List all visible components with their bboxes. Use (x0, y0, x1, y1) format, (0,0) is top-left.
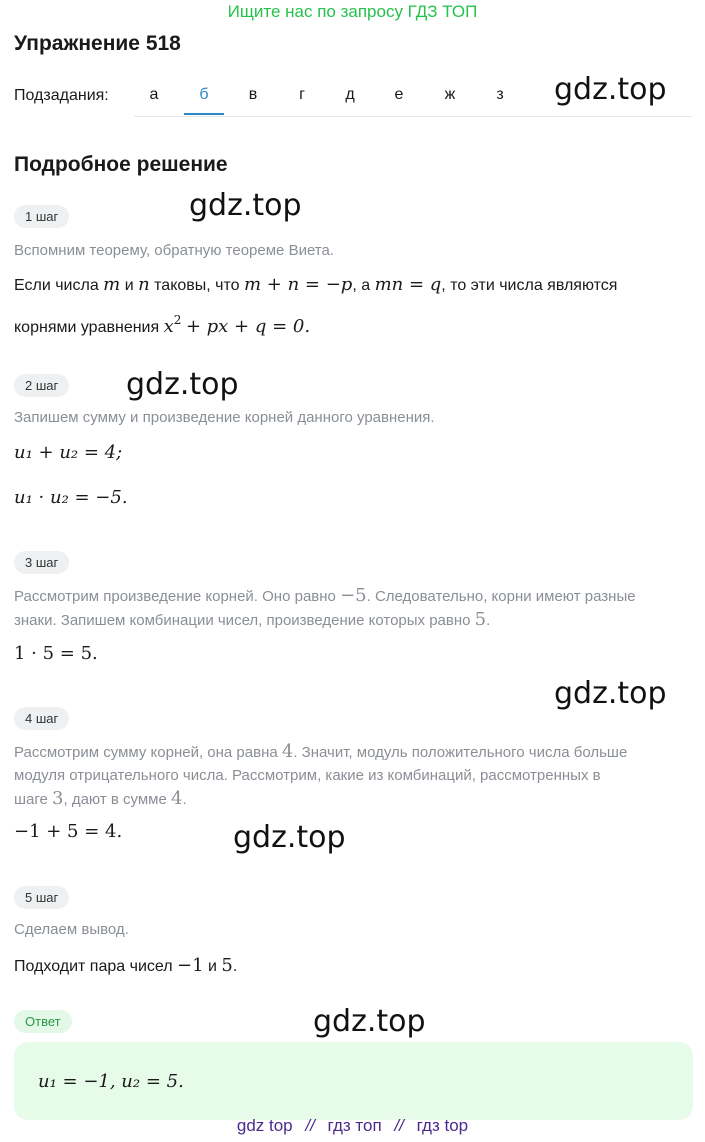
step-hint: Сделаем вывод. (14, 921, 129, 938)
text: Рассмотрим произведение корней. Оно равно (14, 588, 336, 605)
tab-g[interactable]: г (299, 86, 305, 103)
section-title: Подробное решение (14, 153, 228, 176)
math: 4 (281, 741, 294, 762)
watermark: gdz.top (554, 676, 667, 711)
step-badge: 3 шаг (14, 551, 69, 574)
footer-links (0, 1116, 705, 1136)
step-hint (14, 584, 694, 632)
tab-z[interactable]: з (496, 86, 504, 103)
footer-separator: // (394, 1116, 404, 1135)
text: . (182, 791, 187, 808)
tab-e[interactable]: е (394, 86, 404, 103)
formula: u₁ + u₂ = 4; (14, 442, 123, 463)
math: 2 (173, 313, 182, 327)
step-badge: 5 шаг (14, 886, 69, 909)
step-text (14, 268, 704, 345)
text: таковы, что (154, 277, 240, 294)
step-badge: 1 шаг (14, 205, 69, 228)
answer-box (14, 1042, 693, 1120)
text: , дают в сумме (63, 791, 167, 808)
step-hint: Запишем сумму и произведение корней данного уравнения. (14, 409, 435, 426)
formula: u₁ · u₂ = −5. (14, 487, 128, 508)
tab-a[interactable]: а (149, 86, 159, 103)
tab-v[interactable]: в (248, 86, 258, 103)
text: , а (352, 277, 371, 294)
promo-banner[interactable]: Ищите нас по запросу ГДЗ ТОП (227, 2, 478, 21)
text: и (124, 277, 134, 294)
math: mn = q (374, 274, 442, 295)
formula: −1 + 5 = 4. (14, 821, 123, 842)
footer-link[interactable]: gdz top (236, 1116, 293, 1135)
math: 5 (474, 609, 487, 630)
math: m + n = −p (244, 274, 353, 295)
text: Рассмотрим сумму корней, она равна (14, 744, 278, 761)
math: −1 (177, 955, 204, 976)
text: . Следовательно, корни имеют разные (366, 588, 636, 605)
tab-zh[interactable]: ж (444, 86, 456, 103)
text: . Значит, модуль положительного числа больше (293, 744, 628, 761)
text: Подходит пара чисел (14, 958, 173, 975)
step-badge: 4 шаг (14, 707, 69, 730)
watermark: gdz.top (126, 367, 239, 402)
math: 4 (171, 788, 183, 809)
footer-separator: // (305, 1116, 315, 1135)
text: . (486, 612, 491, 629)
subtasks-label: Подзадания: (14, 87, 109, 104)
answer-badge: Ответ (14, 1010, 72, 1033)
math: m (103, 274, 121, 295)
formula: 1 · 5 = 5. (14, 643, 98, 664)
text: шаге (14, 791, 48, 808)
watermark: gdz.top (233, 820, 346, 855)
text: модуля отрицательного числа. Рассмотрим, какие из комбинаций, рассмотренных в (14, 767, 601, 784)
text: , то эти числа являются (441, 277, 618, 294)
math: + px + q = 0. (185, 316, 311, 337)
math: −5 (340, 585, 367, 606)
math: 3 (52, 788, 64, 809)
tab-b[interactable]: б (199, 86, 209, 103)
step-hint (14, 740, 694, 811)
footer-link[interactable]: гдз топ (327, 1116, 382, 1135)
math: 5 (221, 955, 233, 976)
page-title: Упражнение 518 (14, 32, 181, 55)
math: n (138, 274, 150, 295)
text: . (232, 958, 238, 975)
math: x (163, 316, 174, 337)
text: корнями уравнения (14, 319, 160, 336)
watermark: gdz.top (554, 72, 667, 107)
step-hint: Вспомним теорему, обратную теореме Виета. (14, 242, 335, 259)
watermark: gdz.top (189, 188, 302, 223)
footer-link[interactable]: гдз top (416, 1116, 469, 1135)
text: и (208, 958, 217, 975)
text: знаки. Запишем комбинации чисел, произведение которых равно (14, 612, 471, 629)
answer-formula: u₁ = −1, u₂ = 5. (38, 1071, 184, 1092)
text: Если числа (14, 277, 99, 294)
step-text (14, 949, 704, 984)
tab-d[interactable]: д (345, 86, 355, 103)
step-badge: 2 шаг (14, 374, 69, 397)
watermark: gdz.top (313, 1004, 426, 1039)
active-tab-indicator (184, 113, 224, 115)
